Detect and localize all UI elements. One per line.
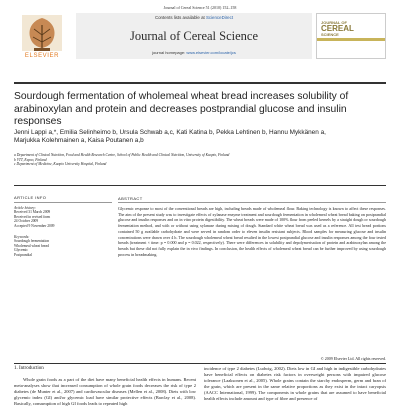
- elsevier-logo: [14, 15, 70, 61]
- copyright-notice: © 2009 Elsevier Ltd. All rights reserved.: [320, 356, 386, 361]
- abstract-section: [118, 196, 386, 257]
- history-label: Article history:: [14, 205, 36, 210]
- journal-title: Journal of Cereal Science: [129, 29, 259, 43]
- journal-homepage-line: journal homepage: www.elsevier.com/locate/jcs: [152, 50, 236, 55]
- cover-label-line1: JOURNAL OF: [321, 20, 347, 25]
- body-divider: [14, 363, 386, 364]
- keyword-item: Wholemeal wheat bread: [14, 243, 49, 248]
- keyword-item: Glycemic: [14, 248, 28, 253]
- publisher-name: ELSEVIER: [24, 53, 60, 59]
- info-top-divider: [14, 185, 386, 186]
- journal-banner: [76, 13, 312, 59]
- sciencedirect-link[interactable]: ScienceDirect: [205, 15, 234, 20]
- keyword-item: Sourdough fermentation: [14, 239, 50, 244]
- abstract-rule: [118, 202, 386, 203]
- cover-label-line2: CEREAL: [321, 24, 354, 33]
- journal-homepage-link[interactable]: www.elsevier.com/locate/jcs: [186, 50, 236, 55]
- article-info-panel: [14, 196, 112, 258]
- article-title: Sourdough fermentation of wholemeal wheat bread increases solubility of arabinoxylan and protein and decreases postprandial glucose and insulin responses: [14, 91, 349, 128]
- header-divider: [14, 82, 386, 84]
- journal-header: [14, 13, 386, 61]
- history-accepted: Accepted 9 November 2009: [14, 223, 55, 228]
- body-paragraph: Whole grain foods as a part of the diet have many beneficial health effects in humans. Recent meta-analyses show that increased consumption of whole grain foods decreases the risk of type 2 diabetes (de Munter et al., 2007) and cardiovascular diseases (Mellen et al., 2008). Diets with low glycemic index (GI) and/or glycemic load have similar protective effects (Barclay et al., 2008). Basically, consumption of high GI foods leads to repeated high: [14, 377, 196, 407]
- cover-band: [317, 38, 385, 41]
- authors-line-2: Marjukka Kolehmainen a, Kaisa Poutanen a,b: [14, 137, 144, 144]
- info-rule: [14, 202, 112, 203]
- cover-label-line3: SCIENCE: [321, 32, 339, 37]
- affiliation-b: b VTT, Espoo, Finland: [14, 157, 47, 162]
- introduction-heading: 1. Introduction: [14, 366, 44, 371]
- keywords-label: Keywords:: [14, 234, 30, 239]
- abstract-heading: ABSTRACT: [118, 196, 143, 201]
- affiliation-a: a Department of Clinical Nutrition, Food and Health Research Centre, School of Public Health and Clinical Nutrition, University of Kuopio, Finland: [14, 153, 230, 157]
- author-list: [14, 129, 386, 145]
- body-column-right: [204, 366, 386, 403]
- journal-citation-line: Journal of Cereal Science 51 (2010) 152–158: [163, 5, 237, 10]
- affiliations: [14, 153, 386, 167]
- article-info-heading: ARTICLE INFO: [14, 195, 47, 200]
- body-column-left: [14, 366, 196, 407]
- history-revised: Received in revised form: [14, 214, 51, 219]
- abstract-text: Glycemic response to most of the conventional breads are high, including breads made of wholemeal flour. Baking technology is known to affect these responses. The aim of the present study was to investigate effects of xylanase enzyme treatment and sourdough fermentation in wholemeal wheat bread baking on postprandial glucose and insulin responses and on in vitro protein digestibility. The wheat breads were made of 100% flour from peeled kernels by a straight dough or sourdough fermentation method, and with or without using xylanase during mixing of dough. Standard white wheat bread was used as a reference. All test bread portions contained 50 g available carbohydrate and were served in random order to eleven insulin resistant subjects. Blood samples for measuring glucose and insulin concentrations were drawn over 4 h. The sourdough wholemeal wheat bread resulted in the lowest postprandial glucose and insulin responses among the four tested breads (treatment × time: p = 0.000 and p = 0.022, respectively). There were differences in solubility and depolymerisation of protein and arabinoxylan among the breads but these did not fully explain the in vivo findings. In conclusion, the health effects of wholemeal wheat bread can be further improved by using sourdough process in breadmaking.: [118, 206, 386, 257]
- history-revised-date: 24 October 2009: [14, 219, 39, 224]
- history-received: Received 31 March 2009: [14, 210, 51, 215]
- body-paragraph: incidence of type 2 diabetes (Ludwig, 2002). Diets low in GI and high in indigestible carbohydrates have beneficial effects on diabetes risk factors in overweight persons with impaired glucose tolerance (Laaksonen et al., 2005). Whole grains contain the starchy endosperm, germ and bran of the grain, which are present in the same relative proportions as they exist in the intact caryopsis (AACC International, 1999). The components in whole grains that are assumed to have beneficial health effects include amount and type of fibre and presence of: [204, 366, 386, 402]
- journal-cover: [316, 13, 386, 59]
- contents-line: Contents lists available at ScienceDirect: [154, 15, 234, 20]
- affiliation-c: c Department of Medicine, Kuopio University Hospital, Finland: [14, 162, 107, 167]
- keyword-item: Postprandial: [14, 252, 32, 257]
- authors-line-1: Jenni Lappi a,*, Emilia Selinheimo b, Ursula Schwab a,c, Kati Katina b, Pekka Lehtinen b, Hannu Mykkänen a,: [14, 129, 326, 136]
